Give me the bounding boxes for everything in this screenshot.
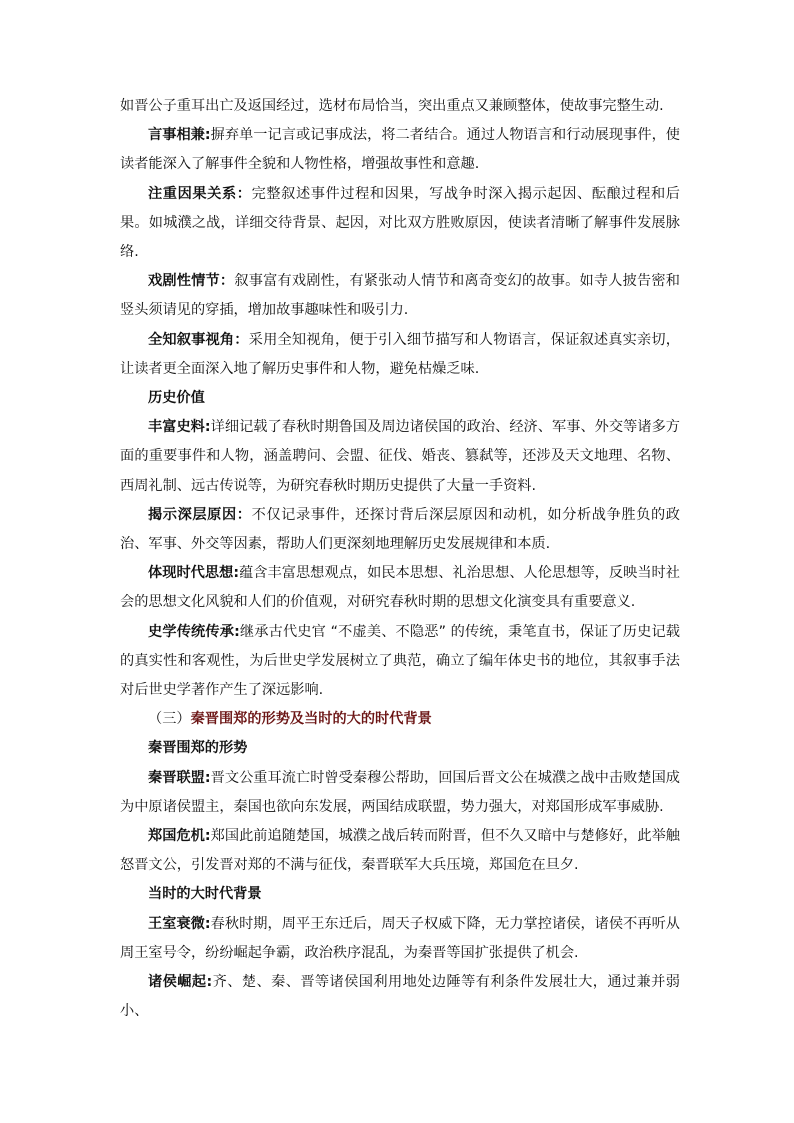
- feature-term: 注重因果关系: [148, 185, 237, 202]
- value-text: 详细记载了春秋时期鲁国及周边诸侯国的政治、经济、军事、外交等诸多方面的重要事件和人物，涵盖聘问、会盟、征伐、婚丧、篡弑等，还涉及天文地理、名物、西周礼制、远古传说等，为研究春秋时期历史提供了大量一手资料.: [120, 419, 680, 494]
- background-sep: :: [204, 915, 211, 932]
- value-paragraph: [120, 618, 680, 706]
- feature-sep: ：: [236, 185, 252, 202]
- intro-tail-paragraph: [120, 92, 680, 121]
- feature-term: 全知叙事视角: [148, 331, 235, 348]
- situation-sep: :: [204, 769, 211, 786]
- document-page: [120, 92, 680, 1027]
- intro-tail-text: 如晋公子重耳出亡及返国经过，选材布局恰当，突出重点又兼顾整体，使故事完整生动.: [120, 98, 664, 114]
- situation-paragraph: [120, 764, 680, 822]
- value-text: 继承古代史官 “不虚美、不隐恶” 的传统，秉笔直书，保证了历史记载的真实性和客观性，为后世史学发展树立了典范，确立了编年体史书的地位，其叙事手法对后世史学著作产生了深远影响.: [120, 623, 680, 699]
- background-text: 春秋时期，周平王东迁后，周天子权威下降，无力掌控诸侯，诸侯不再听从周王室号令，纷纷崛起争霸，政治秩序混乱，为秦晋等国扩张提供了机会.: [120, 915, 680, 961]
- situation-term: 秦晋联盟: [148, 769, 205, 786]
- section-3-heading: [120, 705, 680, 734]
- value-sep: :: [204, 419, 211, 436]
- situation-paragraph: [120, 822, 680, 880]
- feature-paragraph: [120, 326, 680, 384]
- value-term: 史学传统传承: [148, 623, 235, 640]
- section-3-number: （三）: [148, 711, 191, 728]
- background-term: 王室衰微: [148, 915, 205, 932]
- background-paragraph: [120, 910, 680, 968]
- value-paragraph: [120, 413, 680, 501]
- value-term: 揭示深层原因: [148, 506, 237, 523]
- value-sep: ：: [236, 506, 252, 523]
- background-paragraph: [120, 968, 680, 1026]
- situation-text: 郑国此前追随楚国，城濮之战后转而附晋，但不久又暗中与楚修好，此举触怒晋文公，引发晋对郑的不满与征伐，秦晋联军大兵压境，郑国危在旦夕.: [120, 828, 680, 874]
- value-text: 蕴含丰富思想观点，如民本思想、礼治思想、人伦思想等，反映当时社会的思想文化风貌和人们的价值观，对研究春秋时期的思想文化演变具有重要意义.: [120, 565, 680, 611]
- background-sep: :: [206, 974, 213, 991]
- feature-paragraph: [120, 267, 680, 325]
- feature-paragraph: [120, 121, 680, 179]
- value-term: 体现时代思想: [148, 565, 234, 582]
- feature-sep: ：: [234, 331, 249, 348]
- value-sep: :: [233, 565, 240, 582]
- value-paragraph: [120, 559, 680, 617]
- feature-paragraph: [120, 180, 680, 268]
- situation-heading: 秦晋围郑的形势: [148, 740, 248, 757]
- value-sep: :: [234, 623, 240, 640]
- value-text: 不仅记录事件，还探讨背后深层原因和动机，如分析战争胜负的政治、军事、外交等因素，帮助人们更深刻地理解历史发展规律和本质.: [120, 506, 680, 553]
- feature-term: 言事相兼: [148, 127, 205, 144]
- background-term: 诸侯崛起: [148, 974, 207, 991]
- value-paragraph: [120, 501, 680, 559]
- historical-value-heading: 历史价值: [148, 390, 205, 407]
- feature-text: 完整叙述事件过程和因果，写战争时深入揭示起因、酝酿过程和后果。如城濮之战，详细交待背景、起因，对比双方胜败原因，使读者清晰了解事件发展脉络.: [120, 185, 680, 261]
- situation-sep: :: [204, 828, 211, 845]
- feature-sep: ：: [219, 273, 235, 290]
- situation-term: 郑国危机: [148, 828, 205, 845]
- background-text: 齐、楚、秦、晋等诸侯国利用地处边陲等有利条件发展壮大，通过兼并弱小、: [120, 974, 680, 1020]
- situation-text: 晋文公重耳流亡时曾受秦穆公帮助，回国后晋文公在城濮之战中击败楚国成为中原诸侯盟主，秦国也欲向东发展，两国结成联盟，势力强大，对郑国形成军事威胁.: [120, 769, 680, 815]
- feature-sep: :: [204, 127, 211, 144]
- background-heading: 当时的大时代背景: [148, 886, 262, 903]
- feature-text: 摒弃单一记言或记事成法，将二者结合。通过人物语言和行动展现事件，使读者能深入了解事件全貌和人物性格，增强故事性和意趣.: [120, 127, 680, 173]
- feature-term: 戏剧性情节: [148, 273, 220, 290]
- feature-text: 叙事富有戏剧性，有紧张动人情节和离奇变幻的故事。如寺人披告密和竖头须请见的穿插，增加故事趣味性和吸引力.: [120, 273, 680, 319]
- section-3-title: 秦晋围郑的形势及当时的大的时代背景: [190, 711, 432, 728]
- value-term: 丰富史料: [148, 419, 205, 436]
- feature-text: 采用全知视角，便于引入细节描写和人物语言，保证叙述真实亲切，让读者更全面深入地了解历史事件和人物，避免枯燥乏味.: [120, 331, 680, 377]
